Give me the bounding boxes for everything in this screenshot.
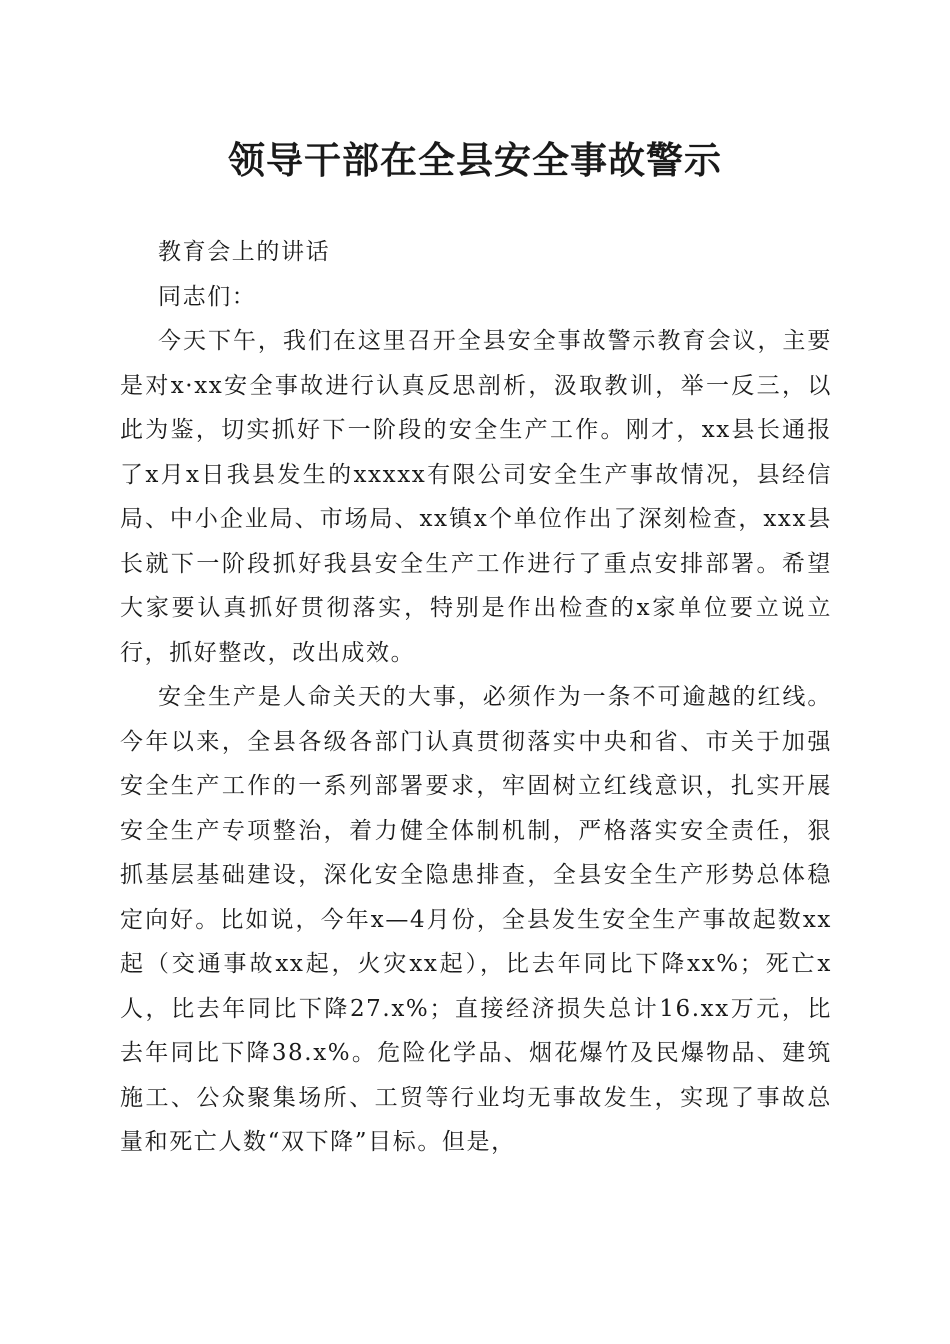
paragraph-2: 安全生产是人命关天的大事，必须作为一条不可逾越的红线。今年以来，全县各级各部门认真贯彻落实中央和省、市关于加强安全生产工作的一系列部署要求，牢固树立红线意识，扎实开展安全生产专项整治，着力健全体制机制，严格落实安全责任，狠抓基层基础建设，深化安全隐患排查，全县安全生产形势总体稳定向好。比如说，今年x—4月份，全县发生安全生产事故起数xx起（交通事故xx起，火灾xx起），比去年同比下降xx%；死亡x人，比去年同比下降27.x%；直接经济损失总计16.xx万元，比去年同比下降38.x%。危险化学品、烟花爆竹及民爆物品、建筑施工、公众聚集场所、工贸等行业均无事故发生，实现了事故总量和死亡人数“双下降”目标。但是，	[120, 684, 832, 1155]
paragraph-1: 今天下午，我们在这里召开全县安全事故警示教育会议，主要是对x·xx安全事故进行认真反思剖析，汲取教训，举一反三，以此为鉴，切实抓好下一阶段的安全生产工作。刚才，xx县长通报了x月x日我县发生的xxxxx有限公司安全生产事故情况，县经信局、中小企业局、市场局、xx镇x个单位作出了深刻检查，xxx县长就下一阶段抓好我县安全生产工作进行了重点安排部署。希望大家要认真抓好贯彻落实，特别是作出检查的x家单位要立说立行，抓好整改，改出成效。	[120, 328, 832, 666]
salutation: 同志们：	[158, 283, 257, 310]
document-subtitle: 教育会上的讲话	[158, 239, 331, 265]
document-title: 领导干部在全县安全事故警示	[228, 138, 722, 182]
document-body	[120, 230, 832, 1165]
